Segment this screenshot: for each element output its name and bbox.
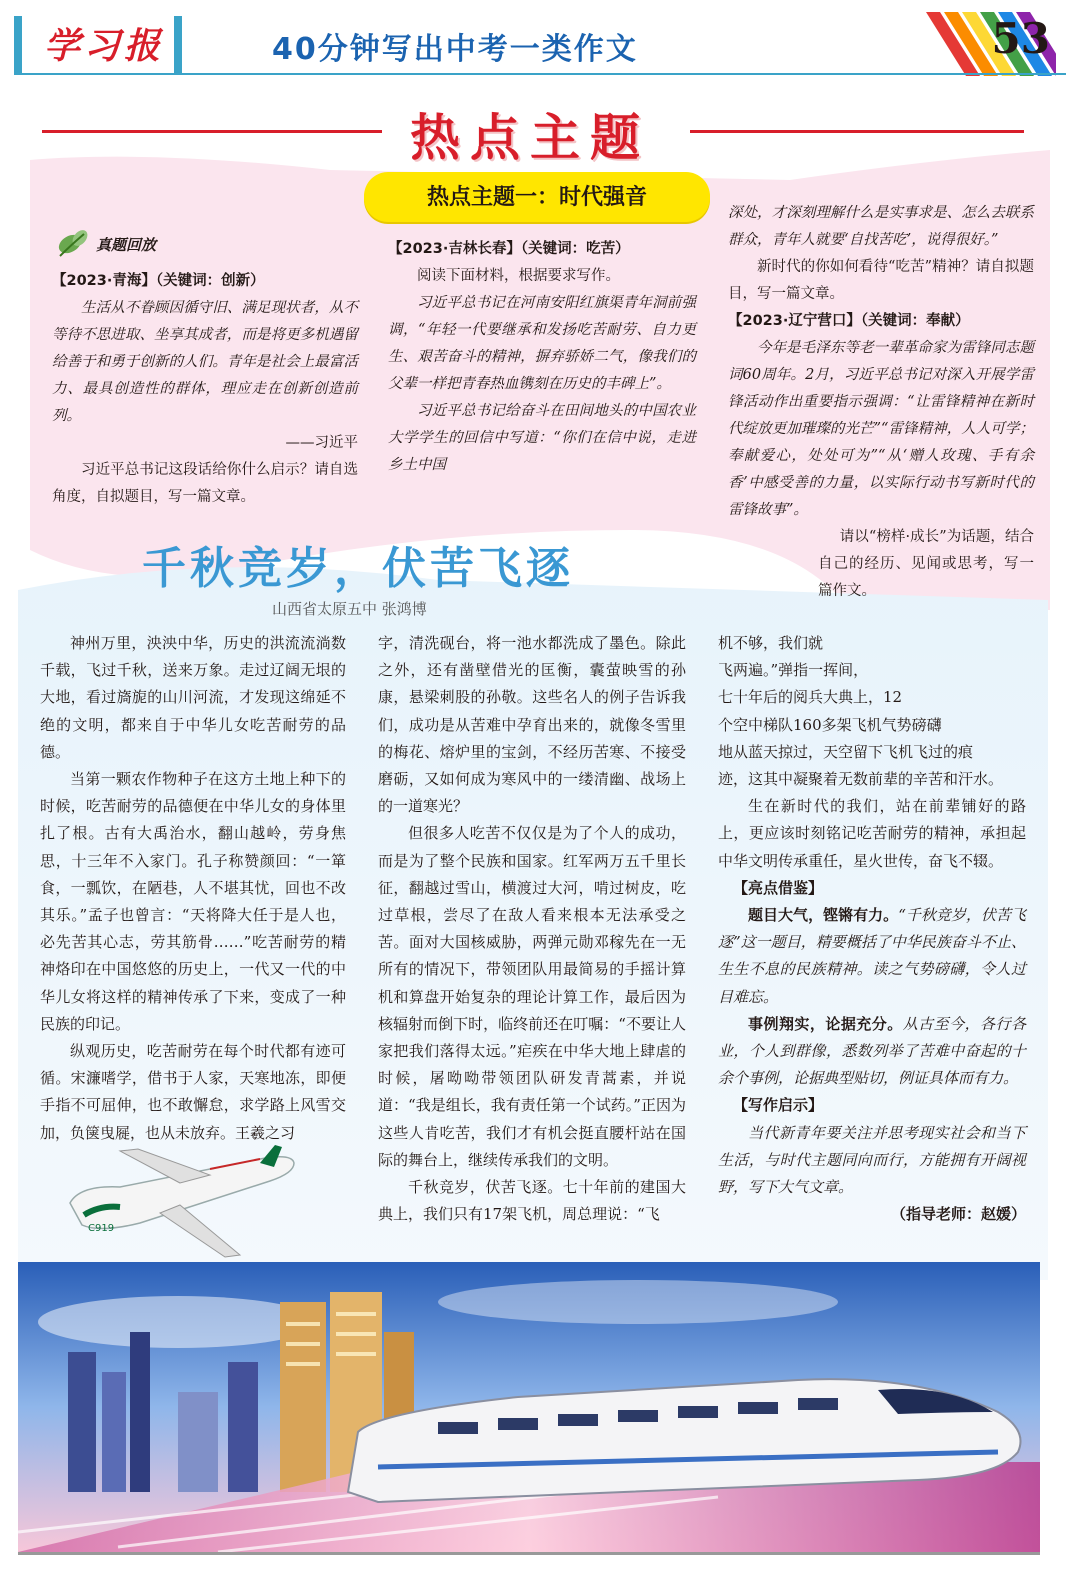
essay-line: 飞两遍。”弹指一挥间， xyxy=(718,661,869,680)
high-speed-train-illustration xyxy=(18,1262,1040,1552)
prompt-heading: 【2023·吉林长春】（关键词：吃苦） xyxy=(388,241,630,257)
topic-tag: 热点主题一：时代强音 xyxy=(364,172,710,222)
prompt-column-2 xyxy=(388,236,696,479)
essay-paragraph: 纵观历史，吃苦耐劳在每个时代都有迹可循。宋濂嗜学，借书于人家，天寒地冻，即便手指不可屈伸，也不敢懈怠，求学路上风雪交加，负箧曳屣，也从未放弃。王羲之习 xyxy=(40,1042,346,1142)
header-accent-bar xyxy=(174,16,182,74)
essay-title: 千秋竞岁，伏苦飞逐 xyxy=(142,543,574,594)
page-number: 53 xyxy=(991,14,1050,63)
highlight-point-title: 题目大气，铿锵有力。 xyxy=(748,906,899,925)
prompt-column-1 xyxy=(52,268,358,511)
newspaper-logo: 学习报 xyxy=(44,25,165,67)
footer-rule xyxy=(18,1552,1040,1555)
plane-livery: C919 xyxy=(88,1223,115,1234)
prompt-quote: 习近平总书记在河南安阳红旗渠青年洞前强调，“年轻一代要继承和发扬吃苦耐劳、自力更生、艰苦奋斗的精神，摒弃骄娇二气，像我们的父辈一样把青春热血镌刻在历史的丰碑上”。 xyxy=(388,295,696,392)
essay-paragraph: 字，清洗砚台，将一池水都洗成了墨色。除此之外，还有凿壁借光的匡衡，囊萤映雪的孙康，悬梁刺股的孙敬。这些名人的例子告诉我们，成功是从苦难中孕育出来的，就像冬雪里的梅花、熔炉里的宝剑，不经历苦寒、不接受磨砺，又如何成为寒风中的一缕清幽、战场上的一道寒光？ xyxy=(378,634,686,816)
highlight-point-title: 事例翔实，论据充分。 xyxy=(748,1014,903,1033)
leaf-icon xyxy=(54,224,94,260)
review-label: 真题回放 xyxy=(96,236,157,254)
essay-paragraph: 当第一颗农作物种子在这方土地上种下的时候，吃苦耐劳的品德便在中华儿女的身体里扎了根。古有大禹治水，翻山越岭，劳身焦思，十三年不入家门。孔子称赞颜回：“一箪食，一瓢饮，在陋巷，人不堪其忧，回也不改其乐。”孟子也曾言：“天将降大任于是人也，必先苦其心志，劳其筋骨……”吃苦耐劳的精神烙印在中国悠悠的历史上，一代又一代的中华儿女将这样的精神传承了下来，变成了一种民族的印记。 xyxy=(40,770,346,1033)
prompt-quote: 生活从不眷顾因循守旧、满足现状者，从不等待不思进取、坐享其成者，而是将更多机遇留给善于和勇于创新的人们。青年是社会上最富活力、最具创造性的群体，理应走在创新创造前列。 xyxy=(52,300,358,424)
essay-line: 七十年后的阅兵大典上，12 xyxy=(718,688,903,707)
highlight-point-text: 从古至今，各行各业，个人到群像，悉数列举了苦难中奋起的十余个事例，论据典型贴切，例证具体而有力。 xyxy=(718,1014,1026,1088)
essay-paragraph: 千秋竞岁，伏苦飞逐。七十年前的建国大典上，我们只有17架飞机，周总理说：“飞 xyxy=(378,1178,686,1224)
highlight-heading: 【亮点借鉴】 xyxy=(733,878,824,897)
essay-paragraph: 神州万里，泱泱中华，历史的洪流流淌数千载，飞过千秋，送来万象。走过辽阔无垠的大地，看过旖旎的山川河流，才发现这绵延不绝的文明，都来自于中华儿女吃苦耐劳的品德。 xyxy=(40,634,346,761)
essay-line: 个空中梯队160多架飞机气势磅礴 xyxy=(718,715,942,734)
section-title: 热点主题 xyxy=(410,108,650,167)
essay-column-1 xyxy=(40,630,346,1147)
insight-heading: 【写作启示】 xyxy=(733,1096,824,1115)
section-rule-left xyxy=(42,130,382,133)
header-rule xyxy=(14,73,1066,75)
essay-column-2 xyxy=(378,630,686,1228)
airplane-illustration xyxy=(60,1145,300,1265)
essay-author: 山西省太原五中 张鸿博 xyxy=(272,600,427,618)
essay-paragraph: 生在新时代的我们，站在前辈铺好的路上，更应该时刻铭记吃苦耐劳的精神，承担起中华文明传承重任，星火世传，奋飞不辍。 xyxy=(718,797,1026,870)
section-rule-right xyxy=(690,130,1024,133)
header-title: 40分钟写出中考一类作文 xyxy=(272,32,638,67)
prompt-quote: 今年是毛泽东等老一辈革命家为雷锋同志题词60周年。2月，习近平总书记对深入开展学雷锋活动作出重要指示强调：“让雷锋精神在新时代绽放更加璀璨的光芒”“雷锋精神，人人可学；奉献爱心，处处可为”“从‘赠人玫瑰、手有余香’中感受善的力量，以实际行动书写新时代的雷锋故事”。 xyxy=(728,340,1034,518)
insight-text: 当代新青年要关注并思考现实社会和当下生活，与时代主题同向而行，方能拥有开阔视野，写下大气文章。 xyxy=(718,1123,1026,1197)
header-accent-bar xyxy=(14,16,22,74)
prompt-quote: 深处，才深刻理解什么是实事求是、怎么去联系群众，青年人就要‘自找苦吃’，说得很好。” xyxy=(728,205,1034,248)
prompt-heading: 【2023·青海】（关键词：创新） xyxy=(52,273,265,289)
essay-line: 机不够，我们就 xyxy=(718,634,824,652)
quote-attribution: ——习近平 xyxy=(285,435,358,451)
essay-column-3 xyxy=(718,630,1026,1228)
page-header xyxy=(14,8,1066,76)
highlight-point-text: “千秋竞岁，伏苦飞逐”这一题目，精要概括了中华民族奋斗不止、生生不息的民族精神。读之气势磅礴，令人过目难忘。 xyxy=(718,906,1026,1006)
prompt-quote: 习近平总书记给奋斗在田间地头的中国农业大学学生的回信中写道：“你们在信中说，走进乡土中国 xyxy=(388,403,696,473)
prompt-text: 新时代的你如何看待“吃苦”精神？请自拟题目，写一篇文章。 xyxy=(728,259,1034,302)
teacher-credit: （指导老师：赵媛） xyxy=(890,1205,1026,1224)
essay-line: 迹，这其中凝聚着无数前辈的辛苦和汗水。 xyxy=(718,770,1004,789)
prompt-heading: 【2023·辽宁营口】（关键词：奉献） xyxy=(728,313,970,329)
prompt-text: 请以“榜样·成长”为话题，结合自己的经历、见闻或思考，写一篇作文。 xyxy=(818,529,1034,599)
essay-line: 地从蓝天掠过，天空留下飞机飞过的痕 xyxy=(718,742,974,761)
prompt-column-3 xyxy=(728,200,1034,605)
essay-paragraph: 但很多人吃苦不仅仅是为了个人的成功，而是为了整个民族和国家。红军两万五千里长征，翻越过雪山，横渡过大河，啃过树皮，吃过草根，尝尽了在敌人看来根本无法承受之苦。面对大国核威胁，两弹元勋邓稼先在一无所有的情况下，带领团队用最简易的手摇计算机和算盘开始复杂的理论计算工作，最后因为核辐射而倒下时，临终前还在叮嘱：“不要让人家把我们落得太远。”疟疾在中华大地上肆虐的时候，屠呦呦带领团队研发青蒿素，并说道：“我是组长，我有责任第一个试药。”正因为这些人肯吃苦，我们才有机会挺直腰杆站在国际的舞台上，继续传承我们的文明。 xyxy=(378,824,686,1169)
prompt-text: 阅读下面材料，根据要求写作。 xyxy=(417,268,620,284)
prompt-text: 习近平总书记这段话给你什么启示？请自选角度，自拟题目，写一篇文章。 xyxy=(52,462,358,505)
